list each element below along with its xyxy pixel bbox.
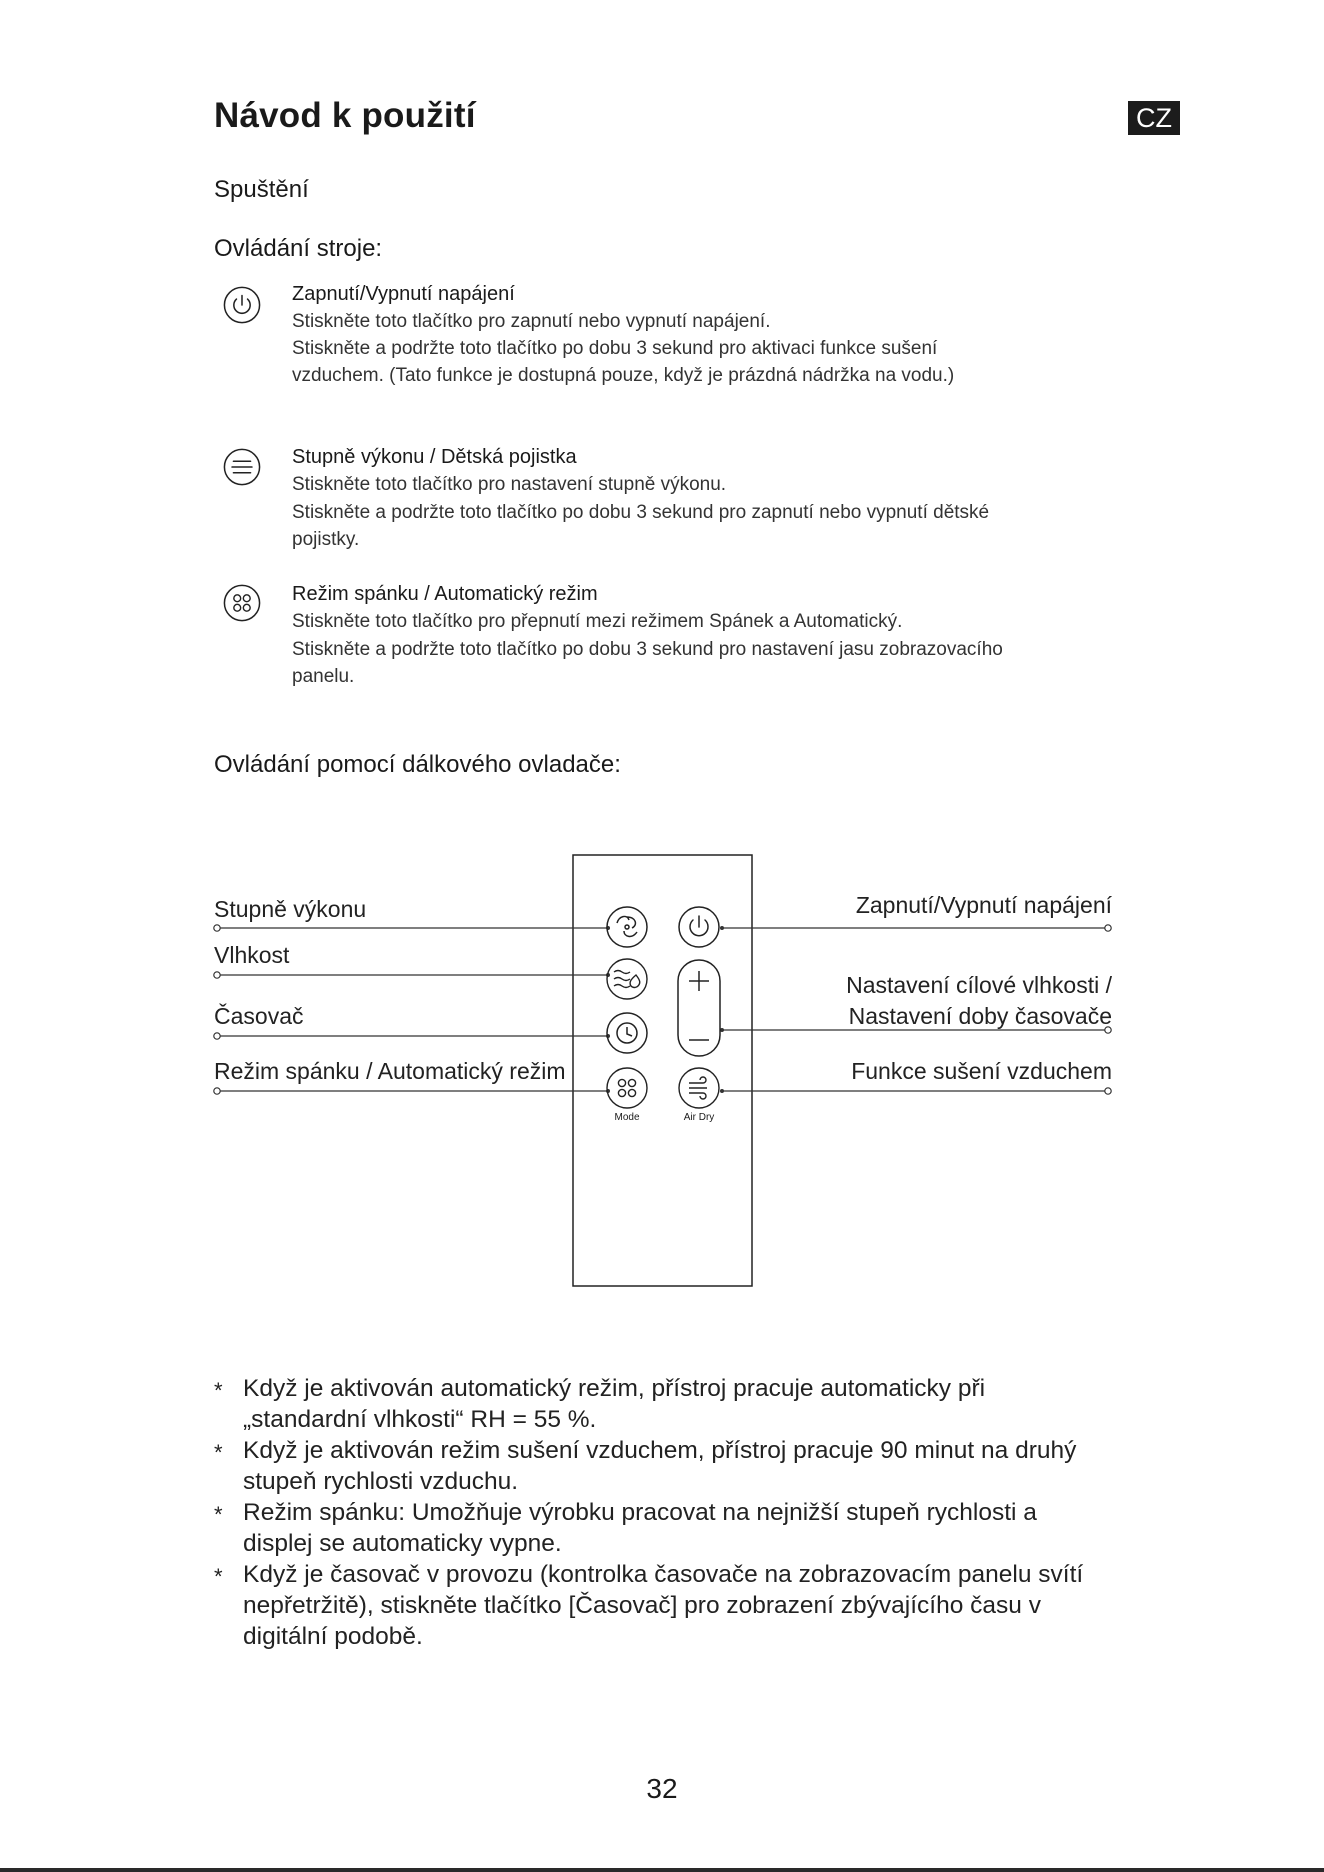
- bottom-rule: [0, 1868, 1324, 1872]
- label-air-dry: Funkce sušení vzduchem: [851, 1058, 1112, 1084]
- note-marker: *: [214, 1378, 223, 1403]
- note-3-line-2: displej se automaticky vypne.: [243, 1530, 562, 1557]
- note-marker: *: [214, 1564, 223, 1589]
- control-power-line-1: Stiskněte toto tlačítko pro zapnutí nebo vypnutí napájení.: [292, 311, 771, 332]
- remote-mode-icon: [607, 1068, 647, 1108]
- note-4-line-1: Když je časovač v provozu (kontrolka časovače na zobrazovacím panelu svítí: [243, 1561, 1084, 1588]
- section-heading: Spuštění: [214, 176, 309, 203]
- control-mode-line-3: panelu.: [292, 666, 355, 687]
- timer-icon: [607, 1013, 647, 1053]
- air-dry-caption: Air Dry: [683, 1112, 715, 1123]
- machine-controls-heading: Ovládání stroje:: [214, 235, 383, 262]
- label-target-humidity: Nastavení cílové vlhkosti /: [846, 972, 1112, 998]
- note-marker: *: [214, 1502, 223, 1527]
- note-4-line-3: digitální podobě.: [243, 1623, 423, 1650]
- page-number: 32: [646, 1773, 678, 1804]
- remote-power-icon: [679, 907, 719, 947]
- page-title: Návod k použití: [214, 96, 476, 135]
- control-power-line-3: vzduchem. (Tato funkce je dostupná pouze, když je prázdná nádržka na vodu.): [292, 365, 955, 386]
- air-dry-icon: [679, 1068, 719, 1108]
- control-speed-title: Stupně výkonu / Dětská pojistka: [292, 446, 577, 468]
- note-2-line-2: stupeň rychlosti vzduchu.: [243, 1468, 519, 1495]
- label-speed: Stupně výkonu: [214, 896, 367, 922]
- note-marker: *: [214, 1440, 223, 1465]
- note-2-line-1: Když je aktivován režim sušení vzduchem, přístroj pracuje 90 minut na druhý: [243, 1437, 1077, 1464]
- label-mode: Režim spánku / Automatický režim: [214, 1058, 566, 1084]
- control-speed-line-3: pojistky.: [292, 529, 360, 550]
- control-mode-title: Režim spánku / Automatický režim: [292, 583, 598, 605]
- humidity-icon: [607, 959, 647, 999]
- remote-body: [573, 855, 752, 1286]
- remote-heading: Ovládání pomocí dálkového ovladače:: [214, 751, 621, 778]
- control-power-line-2: Stiskněte a podržte toto tlačítko po dobu 3 sekund pro aktivaci funkce sušení: [292, 338, 938, 359]
- note-1-line-2: „standardní vlhkosti“ RH = 55 %.: [243, 1406, 597, 1433]
- note-3-line-1: Režim spánku: Umožňuje výrobku pracovat na nejnižší stupeň rychlosti a: [243, 1499, 1037, 1526]
- control-mode-line-2: Stiskněte a podržte toto tlačítko po dobu 3 sekund pro nastavení jasu zobrazovacího: [292, 639, 1003, 660]
- control-speed-line-1: Stiskněte toto tlačítko pro nastavení stupně výkonu.: [292, 474, 727, 495]
- language-badge: CZ: [1128, 101, 1180, 135]
- mode-caption: Mode: [614, 1112, 640, 1123]
- label-power: Zapnutí/Vypnutí napájení: [855, 892, 1112, 918]
- label-humidity: Vlhkost: [214, 942, 290, 968]
- note-1-line-1: Když je aktivován automatický režim, přístroj pracuje automaticky při: [243, 1375, 986, 1402]
- control-mode-line-1: Stiskněte toto tlačítko pro přepnutí mezi režimem Spánek a Automatický.: [292, 611, 903, 632]
- control-power-title: Zapnutí/Vypnutí napájení: [292, 283, 515, 305]
- fan-icon: [607, 907, 647, 947]
- note-4-line-2: nepřetržitě), stiskněte tlačítko [Časovač] pro zobrazení zbývajícího času v: [243, 1592, 1041, 1619]
- control-speed-line-2: Stiskněte a podržte toto tlačítko po dobu 3 sekund pro zapnutí nebo vypnutí dětské: [292, 502, 990, 523]
- plus-icon: [689, 971, 709, 991]
- label-timer-setting: Nastavení doby časovače: [848, 1003, 1112, 1029]
- label-timer: Časovač: [214, 1003, 304, 1029]
